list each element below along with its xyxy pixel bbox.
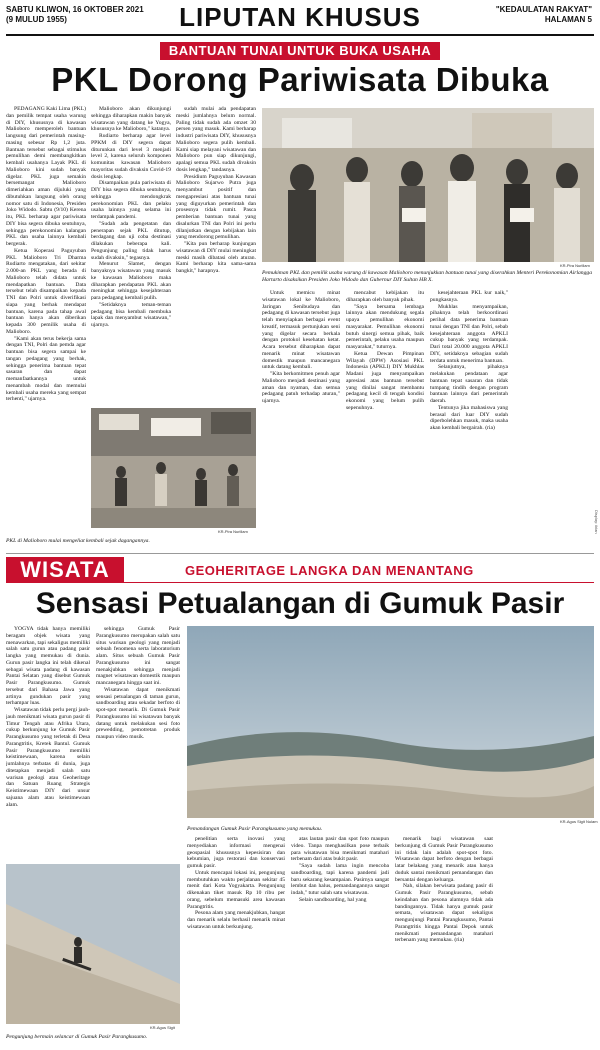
paragraph: "Kita berkomitmen penuh agar Malioboro menjadi destinasi yang aman dan nyaman, dan semua pedagang patuh terhadap aturan," ujarnya. bbox=[262, 371, 340, 404]
paragraph: Rudiarto berharap agar level PPKM di DIY segera dapat diturunkan dari level 3 menjadi level 2, karena seluruh komponen komunitas kawasan Malioboro mayoritas sudah divaksin Covid-19 dosis lengkap. bbox=[91, 133, 171, 180]
page-header bbox=[0, 0, 600, 38]
paragraph: YOGYA tidak hanya memiliki beragam objek wisata yang menawarkan, tapi sekaligus memiliki salah satu gurun atau padang pasir langka yang memukau di dunia. Gurun pasir langka ini telah dikenal sebagai wisata padang di kawasan Pantai Selatan yang disebut Gumuk Pasir Parangkusumo. Gumuk tersebut dari Bahasa Jawa yang artinya gundukan pasir yang terhampar luas. bbox=[6, 626, 90, 707]
paragraph: Malioboro akan dikunjungi sehingga diharapkan makin banyak wisatawan yang datang ke Yogya, khususnya ke Malioboro," katanya. bbox=[91, 106, 171, 133]
paragraph: kesejahteraan PKL kur naik," pungkasnya. bbox=[430, 290, 508, 303]
article2-column-3 bbox=[187, 836, 285, 1042]
article1-headline: PKL Dorong Pariwisata Dibuka bbox=[51, 61, 549, 98]
paragraph: "Kita pun berharap kunjungan wisatawan di DIY mulai meningkat meski masih dibatasi oleh aturan. Kami berharap kita sama-sama bangkit," harapnya. bbox=[176, 241, 256, 274]
article2-column-1 bbox=[6, 626, 90, 861]
article1-column-4 bbox=[262, 290, 340, 548]
paragraph: Presidium Paguyuban Kawasan Malioboro Sujarwo Putra juga menyambut positif dan mengapresiasi atas bantuan tunai yang diguyurkan pemerintah dan prosesnya tidak rumit. Pasca pemberian bantuan tunai yang disalurkan TNI dan Polri ini perlu dilanjutkan dengan kebijakan lain yang mendorong pemulihan. bbox=[176, 173, 256, 241]
date-line: SABTU KLIWON, 16 OKTOBER 2021 bbox=[6, 5, 144, 14]
photo-malioboro-image bbox=[91, 408, 256, 528]
article2-column-4 bbox=[291, 836, 389, 1042]
paragraph: mencabut kebijakan itu diharapkan oleh banyak pihak. bbox=[346, 290, 424, 303]
page-number: HALAMAN 5 bbox=[544, 15, 592, 24]
photo-pkl-aid-image bbox=[262, 108, 594, 262]
paragraph: Untuk memicu minat wisatawan lokal ke Malioboro, Jaringan Senibudaya dan pedagang di kawasan tersebut juga telah menyiapkan berbagai event kreatif, termasuk pertunjukan seni yang digelar secara berkala dengan protokol kesehatan ketat. Acara tersebut diharapkan dapat menarik minat wisatawan domestik maupun mancanegara untuk datang kembali. bbox=[262, 290, 340, 371]
paragraph: penelitian serta inovasi yang menyediakan informasi mengenai geospasial khususnya kepesisiran dan kebumian, juga restorasi dan konservasi gumuk pasir. bbox=[187, 836, 285, 869]
paragraph: Wisatawan tidak perlu pergi jauh-jauh menikmati wisata gurun pasir di Timur Tengah atau Afrika Utara, cukup berkunjung ke Gumuk Pasir Parangkusumo yang terletak di Desa Parangtritis, Kretek Bantul. Gumuk Pasir Parangkusumo memiliki keistimewaan, karena selain jumlahnya terbatas di dunia, juga ditetapkan menjadi salah satu warisan geologi atau Geoheritage dan Satuan Ruang Strategis Keistimewaan DIY dari unsur sajuana alam atau keistimewaan alam. bbox=[6, 707, 90, 808]
photo-dunes-image bbox=[187, 626, 594, 818]
paragraph: "Saya bersama lembaga lainnya akan mendukung segala upaya pemulihan ekonomi masyarakat. Pemulihan ekonomi butuh sinergi semua pihak, baik pemerintah, pelaku usaha maupun masyarakat," tuturnya. bbox=[346, 303, 424, 350]
article1-column-5 bbox=[346, 290, 424, 548]
photo-credit: KR-Agus Sigit bbox=[150, 1025, 175, 1030]
article2-column-2 bbox=[96, 626, 180, 861]
article1-kicker: BANTUAN TUNAI UNTUK BUKA USAHA bbox=[160, 42, 440, 60]
paragraph: "Kami akan terus bekerja sama dengan TNI, Polri dan pemda agar bantuan bisa segera sampai ke tangan pedagang yang berhak, sehingga penerima bantuan tepat sasaran dan dapat memanfaatkannya untuk menambah modal dan memulai kembali usaha mereka yang sempat terhenti," ujarnya. bbox=[6, 335, 86, 403]
side-tag: Display: iklan bbox=[594, 510, 599, 534]
article1-column-2 bbox=[91, 106, 171, 406]
paragraph: "Saya sudah lama ingin mencoba sandboarding, tapi karena pandemi jadi baru sekarang kesampaian. Pasirnya sangat lembut dan halus, pemandangannya sangat indah," tutur salah satu wisatawan. bbox=[291, 863, 389, 896]
javanese-date-line: (9 MULUD 1955) bbox=[6, 15, 67, 24]
photo-credit: KR-Pira Nurillam bbox=[218, 529, 248, 534]
paragraph: atas lautan pasir dan spot foto maupun video. Tanpa menghasilkan pose terbaik para wisatawan bisa menikmati matahari terbenam dari atas bukit pasir. bbox=[291, 836, 389, 863]
paragraph: Disampaikan pula pariwisata di DIY bisa segera dibuka seutuhnya, sehingga mendongkrak perekonomian PKL dan pelaku usaha lainnya yang selama ini terdampak pandemi. bbox=[91, 180, 171, 220]
paragraph: menarik bagi wisatawan saat berkunjung di Gumuk Pasir Parangkusumo ini tidak lain adalah spot-spot foto. Wisatawan dapat berfoto dengan berbagai latar belakang yang menarik atau hanya duduk santai menikmati pemandangan dan bersantai dengan keluarga. bbox=[395, 836, 493, 883]
paper-name: "KEDAULATAN RAKYAT" bbox=[495, 5, 592, 14]
paragraph: Selain sandboarding, hal yang bbox=[299, 896, 367, 903]
photo-caption: Pemukiman PKL dan pemilik usaha warung di kawasan Malioboro menunjukkan bantuan tunai yang diserahkan Menteri Perekonomian Airlangga Hartarto disaksikan Presiden Joko Widodo dan Gubernur DIY Sultan HB X. bbox=[262, 270, 592, 283]
article1-column-6 bbox=[430, 290, 508, 548]
photo-caption: Pemandangan Gumuk Pasir Parangkusumo yang memukau. bbox=[187, 826, 323, 832]
paper-block bbox=[496, 5, 592, 25]
photo-gumuk-pasir-landscape bbox=[187, 626, 594, 818]
photo-pkl-aid bbox=[262, 108, 594, 262]
section-title: LIPUTAN KHUSUS bbox=[179, 2, 421, 32]
paragraph: Pesona alam yang menakjubkan, hangat dan menarik selalu berhasil menarik minat wisatawan untuk berkunjung. bbox=[187, 910, 285, 930]
article2-kicker: GEOHERITAGE LANGKA DAN MENANTANG bbox=[185, 563, 474, 578]
paragraph: Wisatawan dapat menikmati sensasi petualangan di taman gurun, sandboarding atau sekadar berfoto di spot-spot menarik. Di Gumuk Pasir Parangkusumo ini wisatawan banyak datang untuk melakukan sesi foto prewedding, pemotretan produk maupun video musik. bbox=[96, 686, 180, 740]
photo-credit: KR-Pira Nurillam bbox=[560, 263, 590, 268]
article2-headline: Sensasi Petualangan di Gumuk Pasir bbox=[35, 587, 565, 620]
article1-column-3 bbox=[176, 106, 256, 406]
paragraph: Mukhlas menyampaikan, pihaknya telah berkoordinasi perihal data penerima bantuan tunai dengan TNI dan Polri, sebab kesejahteraan anggota APKLI cukup banyak yang terdampak. Dari total 20.000 anggota APKLI DIY, setidaknya sebagian sudah terdata untuk menerima bantuan. bbox=[430, 303, 508, 364]
photo-credit: KR-Agus Sigit Nulam bbox=[560, 819, 598, 824]
kicker-rule bbox=[124, 582, 594, 583]
paragraph: PEDAGANG Kaki Lima (PKL) dan pemilik tempat usaha warung di DIY, khususnya di kawasan Malioboro memperoleh bantuan langsung dari pemerintah masing-masing sebesar Rp 1,2 juta. Bantuan tersebut sebagai stimulus pemulihan demi membangkitkan kembali usahanya Layak PKL di Malioboro kini sudah banyak digelar. PKL juga semakin bersemangat Malioboro dimeriahkan aman dijuluki yang dibutuhkan langsung oleh orang nomor satu di Indonesia, Presiden Joko Widodo. Sabtu (9/10) Kerena itu, PKL berharap agar pariwisata DIY bisa segera dibuka seutuhnya, sehingga perekonomian kalangan PKL dan usaha lainnya kembali bergerak. bbox=[6, 106, 86, 247]
paragraph: "Setidaknya teman-teman pedagang bisa kembali membuka lapak dan menyambut wisatawan," ujarnya. bbox=[91, 301, 171, 328]
photo-sandboarding-image bbox=[6, 864, 180, 1024]
article2-column-5 bbox=[395, 836, 493, 1042]
photo-caption: Pengunjung bermain selancar di Gumuk Pasir Parangkusumo. bbox=[6, 1034, 148, 1040]
photo-malioboro-street bbox=[91, 408, 256, 528]
paragraph: Untuk mencapai lokasi ini, pengunjung membutuhkan waktu perjalanan sekitar 45 menit dari Kota Yogyakarta. Pengunjung dikenakan tiket masuk Rp 10 ribu per orang, sebelum memasuki area kawasan Parangtritis. bbox=[187, 869, 285, 910]
paragraph: sudah mulai ada pendapatan meski jumlahnya belum normal. Paling tidak sudah ada omzet 30 persen yang masuk. Kami berharap industri pariwisata DIY, khususnya Malioboro segera pulih kembali. Kami siap melayani wisatawan dan Malioboro pun siap dikunjungi, apalagi semua PKL sudah divaksin dosis lengkap," tandasnya. bbox=[176, 106, 256, 173]
photo-caption: PKL di Malioboro mulai mengeliat kembali sejak dagangannya. bbox=[6, 538, 150, 544]
photo-sandboarding bbox=[6, 864, 180, 1024]
article1-column-1 bbox=[6, 106, 86, 546]
paragraph: "Sudah ada pengetatan dan penerapan sejak PKL ditutup, berdagang dan uji coba destinasi dilakukan beberapa kali. Pengunjung paling tidak harus sudah divaksin," tegasnya. bbox=[91, 220, 171, 261]
wisata-section-tag: WISATA bbox=[6, 557, 124, 583]
paragraph: Ketua Dewan Pimpinan Wilayah (DPW) Asosiasi PKL Indonesia (APKLI) DIY Mukhlas Madani juga menyampaikan apresiasi atas bantuan tersebut yang dinilai sangat membantu pedagang kecil di tengah kondisi ekonomi yang belum pulih sepenuhnya. bbox=[346, 350, 424, 411]
paragraph: Selanjutnya, pihaknya melakukan pendataan agar bantuan tepat sasaran dan tidak tumpang tindih dengan program bantuan lainnya dari pemerintah daerah. bbox=[430, 364, 508, 404]
header-rule bbox=[6, 34, 594, 36]
section-divider bbox=[6, 553, 594, 554]
paragraph: Nah, silakan berwisata padang pasir di Gumuk Pasir Parangkusumo, sebab keindahan dan pesona alamnya tidak ada bandingannya. Tidak hanya gumuk pasir semata, wisatawan dapat sekaligus mengunjungi Pantai Parangkusumo, Pantai Parangtritis hingga Pantai Depok untuk menikmati pemandangan matahari terbenam yang memukau. (ria) bbox=[395, 883, 493, 944]
paragraph: Menurut Slamet, dengan banyaknya wisatawan yang masuk ke kawasan Malioboro maka diharapkan pendapatan PKL akan meningkat sehingga kesejahteraan para pedagang kembali pulih. bbox=[91, 261, 171, 301]
paragraph: sehingga Gumuk Pasir Parangkusumo merupakan salah satu situs warisan geologi yang menjadi sebuah fenomena serta laboratorium alam. Situs sebuah Gumuk Pasir Parangkusumo ini sangat menakjubkan sehingga menjadi magnet wisatawan domestik maupun mancanegara hingga saat ini. bbox=[96, 626, 180, 686]
paragraph: Tentunya jika mahasiswa yang berasal dari luar DIY sudah diperbolehkan masuk, maka usaha akan kembali bergairah. (ria) bbox=[430, 404, 508, 431]
paragraph: Ketua Koperasi Paguyuban PKL Malioboro Tri Dharma Rudiarto mengatakan, dari sekitar 2.000-an PKL yang berada di Malioboro telah didata untuk mendapatkan bantuan. Data tersebut telah disampaikan kepada TNI dan Polri untuk diverifikasi siapa yang berhak mendapat bantuan, karena pada tahap awal bantuan hanya akan diberikan kepada 300 pemilik usaha di Malioboro. bbox=[6, 247, 86, 335]
